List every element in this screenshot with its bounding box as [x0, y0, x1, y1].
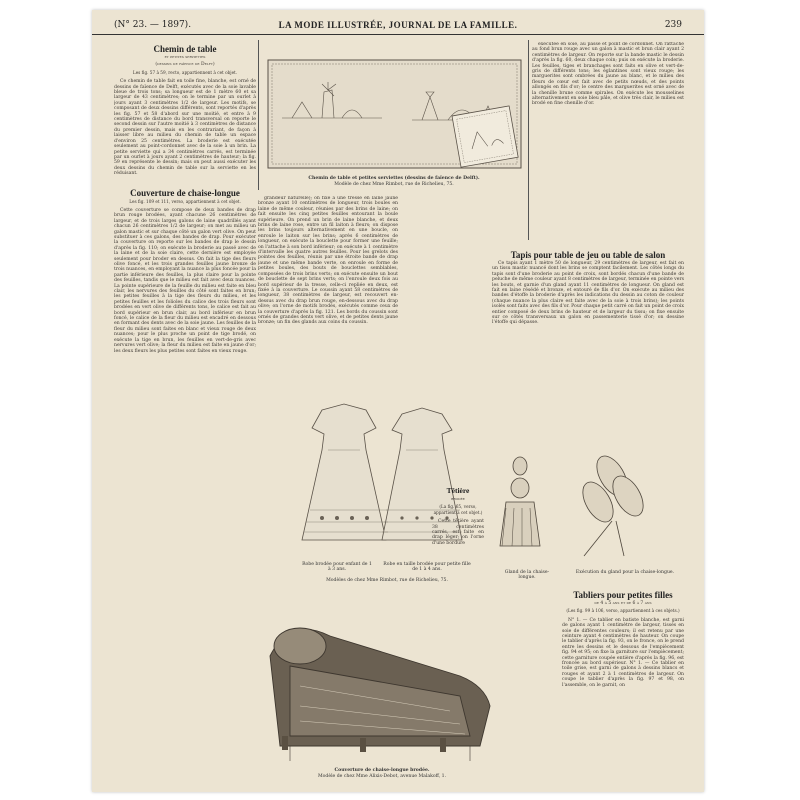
chaise-longue-illustration [260, 596, 500, 766]
issue-number: (N° 23. — 1897). [114, 20, 192, 30]
caption-chaise-model: Modèle de chez Mme Alixis-Debot, avenue Malakoff, 1. [317, 774, 447, 779]
tetiere-body: Cette têtière ayant 38 centimètres carrés, est faite en drap léger; on l'orne d'une bordure [432, 519, 484, 546]
top-right-column [532, 42, 684, 242]
tabliers-title: Tabliers pour petites filles [573, 590, 673, 600]
caption-chaise: Couverture de chaise-longue brodée. [334, 768, 430, 773]
column-rule [528, 40, 529, 240]
tabliers-body: N° 1. — Ce tablier en batiste blanche, est garni de galons ayant 1 centimètre de largeur, tissés en soie de différentes couleurs; il est retenu par une ceinture ayant 4 centimètres de hauteur. On coupe le tablier d'après la fig. 93, on le fronce, on le prend entre les dessins et le dessous de l'empiècement fig. 94 et 95; on fixe la garniture sur l'empiècement; cette garniture coupée entière d'après la fig. 96, est froncée au bord supérieur. N° 1. — Ce tablier en toile grise, est garni de galons à dessins blancs et rouges et ayant 2 à 1 centimètres de largeur. On coupe le tablier d'après la fig. 97 et 98, on l'assemble, on le garnit, on [562, 617, 684, 688]
column-rule [258, 40, 259, 190]
chemin-body: Ce chemin de table fait en toile fine, blanche, est orné de dessins de faïence de Delft, exécutés avec de la soie lavable bleue de trois tons; sa longueur est de 1 mètre 60 et sa largeur de 43 centimètres; on le termine par un ourlet à jours ayant 3 centimètres 1/2 de largeur. Les motifs, se composant de deux dessins différents, sont reportés d'après les fig. 57 et 58 d'abord sur une moitié, et entre à 9 centimètres de distance du bord transversal on reporte le second dessin sur l'autre moitié à 3 centimètres de distance du premier dessin, mais en les contrariant, de façon à laisser libre au milieu du chemin de table un espace d'environ 25 centimètres. La broderie est exécutée seulement au point-cordonnet avec de la soie à un brin. La petite serviette qui a 34 centimètres carrés, est terminée par un ourlet à jours ayant 2 centimètres de hauteur; la fig. 59 en représente le dessin; mais on peut aussi exécuter les deux dessins du chemin de table sur la serviette en les réduisant. [114, 79, 256, 177]
left-column [114, 42, 256, 792]
tabliers-section [562, 588, 684, 788]
page-number: 239 [664, 20, 682, 30]
tetiere-section [432, 484, 484, 594]
tapis-section [492, 248, 684, 443]
magazine-page [92, 10, 704, 792]
tapis-body: Ce tapis ayant 1 mètre 50 de longueur, 29 centimètres de largeur, est fait en un tissu mastic nuancé dont les brins se comptent facilement. Les côtés longs du tapis sont d'une broderie au point de croix, sont bordés chacun d'une bande de peluche de même couleur ayant 8 centimètres de largeur, terminée en pointe vers les bouts, et garnie d'un gland ayant 11 centimètres de longueur. On gland est fait en laine résédé et bronze, et entouré de fils d'or. On exécute au milieu des bandes d'étoffe la broderie d'après les indications du dessin au coton de couleur (chaque nuance la plus claire est faite avec de la soie à trois brins); les points isolés sont faits avec des fils d'or. Pour chaque petit carré on fait un point de croix entier composé de deux brins de hauteur et de largeur du tissu; on fixe ensuite sur ce côtés transversaux un galon en passementerie tissé d'or; on dessine l'étoffe qui dépasse. [492, 261, 684, 326]
chemin-figure-ref: Les fig. 57 à 59, recto, appartiennent à cet objet. [132, 69, 238, 75]
tabliers-figure-ref: (Les fig. 99 à 106, verso, appartiennent à ces objets.) [566, 608, 680, 614]
tapis-title: Tapis pour table de jeu ou table de salon [510, 250, 666, 260]
journal-title: LA MODE ILLUSTRÉE, JOURNAL DE LA FAMILLE. [278, 20, 518, 30]
caption-gland: Gland de la chaise-longue. [504, 570, 550, 581]
caption-robe-2: Robe en taille brodée pour petite fille de 1 à 4 ans. [383, 562, 471, 573]
chemin-subtitle-2: (dessins de faïence de Delft) [155, 62, 215, 68]
top-right-body: exécutée en soie, au passé et point de cordonnet. On rattache au fond brun rouge avec un galon à mastic et brun clair ayant 2 centimètres de largeur. On reporte sur la bande mastic le dessin d'après la fig. 60, deux chaque coin; puis on exécute la broderie. Les feuilles, tiges et branchages sont faits en olive et vert-de-gris de différents tons; les églantines sont vieux rouge; les marguerites sont ombrées du jaune au blanc, et le milieu des fleurs de cœur est fait avec de petits nœuds, et des points allongés en fils d'or; le centre des marguerites est orné avec de la chenille brune comme spirales. On exécute les mousselines alternativement en soie bleu pâle, et olive très clair, le milieu est brodé en fine chenille d'or. [532, 42, 684, 107]
couverture-title: Couverture de chaise-longue [130, 187, 240, 198]
couverture-figure-ref: Les fig. 109 et 111, verso, appartiennent à cet objet. [129, 198, 241, 204]
caption-robes-model: Modèles de chez Mme Rimbot, rue de Richelieu, 75. [326, 578, 448, 583]
caption-robe-1: Robe brodée pour enfant de 1 à 3 ans. [302, 562, 372, 573]
table-runner-illustration [262, 42, 527, 174]
caption-execution-gland: Exécution du gland pour la chaise-longue. [575, 570, 675, 575]
middle-body: grandeur naturelle); on fixe à une tresse en laine jaune bronze ayant 10 centimètres de longueur, trois boules en laine de même couleur, réunies par des brins de laine; on fait ensuite les cinq petites feuilles entourant la boule supérieure. On prend un brin de laine blanche, et deux brins de laine rose, entre un fil laiton à fleurs; on dispose les brins toujours alternativement en une boucle, on enroule le laiton sur les brins; après 6 centimètres de longueur, on exécute la bouclette pour former une feuille; on l'attache à son bord inférieur; on exécute à 1 centimètre d'intervalle les quatre autres feuilles. Pour les grelots des pointes des feuilles, réunis par une étroite bande de drap jaune et une même bande verte, on enroule en forme de petites boules, des bouts de bouclettes semblables, composées de trois brins verts; on exécute ensuite un bout de bouclette de sept brins verts; on l'enroule deux fois au bord supérieur de la tresse, celle-ci repliée en deux, est fixée à la couverture. Le coussin ayant 58 centimètres de longueur, 38 centimètres de largeur, est recouvert en-dessus avec du drap brun rouge, en-dessous avec du drap olive; on l'orne de motifs brodés, exécutés comme ceux de la couverture d'après la fig. 121. Les bords du coussin sont ornés de grandes dents vert olive, et de petites dents jaune bronze; un fin des glands aux coins du coussin. [258, 196, 398, 326]
couverture-body: Cette couverture se compose de deux bandes de drap brun rouge brodées, ayant chacune 26 centimètres de largeur, et de trois larges galons de laine quadrillés ayant chacun 26 centimètres 1/2 de largeur; on met au milieu un galon mastic et sur chaque côté un galon vert olive. On peut substituer à ces galons, des bandes de drap. Pour exécuter la couverture on reporte sur les bandes de drap le dessin d'après la fig. 110; on exécute la broderie au passé avec de la laine et de la soie claire, cette dernière est employée seulement pour broder en dessus. On fait la tige des fleurs olive foncé, et les trois grandes feuilles jaune bronze de trois nuances, en employant la nuance la plus foncée pour la partie inférieure des feuilles, la plus claire pour la pointe des feuilles, tandis que le milieu est fait avec deux nuances. La pointe supérieure de la feuille du milieu est faite en bleu clair, les nervures des feuilles du côté sont faites en brun; les petites feuilles à la tige des fleurs du milieu, et les petites feuilles et les folioles du calice des trois fleurs sont brodées en vert olive de différents tons, le calice est fait au bord supérieur en brun clair, au bord inférieur en brun foncé, le calice de la fleur du milieu est encadré en dessous en formant des dents avec de la soie jaune. Les feuilles de la fleur du milieu sont faites en blanc et vieux rouge de deux nuances; pour le plus proche un point de tige brodé, on exécute la tige en brun, les feuilles en vert-de-gris avec nervures vert olive; la fleur du milieu est faite en jaune d'or; les deux fleurs les plus petites sont faites en vieux rouge. [114, 207, 256, 354]
tetiere-figure-ref: (La fig. 65, verso, appartient à cet objet.) [433, 504, 483, 515]
tassels-illustration [492, 446, 692, 566]
middle-column [258, 196, 398, 386]
tabliers-subtitle: de 4 à 5 ans et de 6 à 7 ans [594, 601, 652, 606]
tetiere-subtitle: brodée [451, 497, 465, 502]
chemin-subtitle: et petites serviettes [164, 55, 206, 60]
caption-chemin: Chemin de table et petites serviettes (dessins de faïence de Delft). [308, 176, 480, 181]
tetiere-title: Têtière [446, 486, 470, 495]
caption-chemin-model: Modèle de chez Mme Rimbot, rue de Richelieu, 75. [334, 182, 454, 187]
chemin-title: Chemin de table [153, 44, 217, 54]
running-head [92, 20, 704, 35]
